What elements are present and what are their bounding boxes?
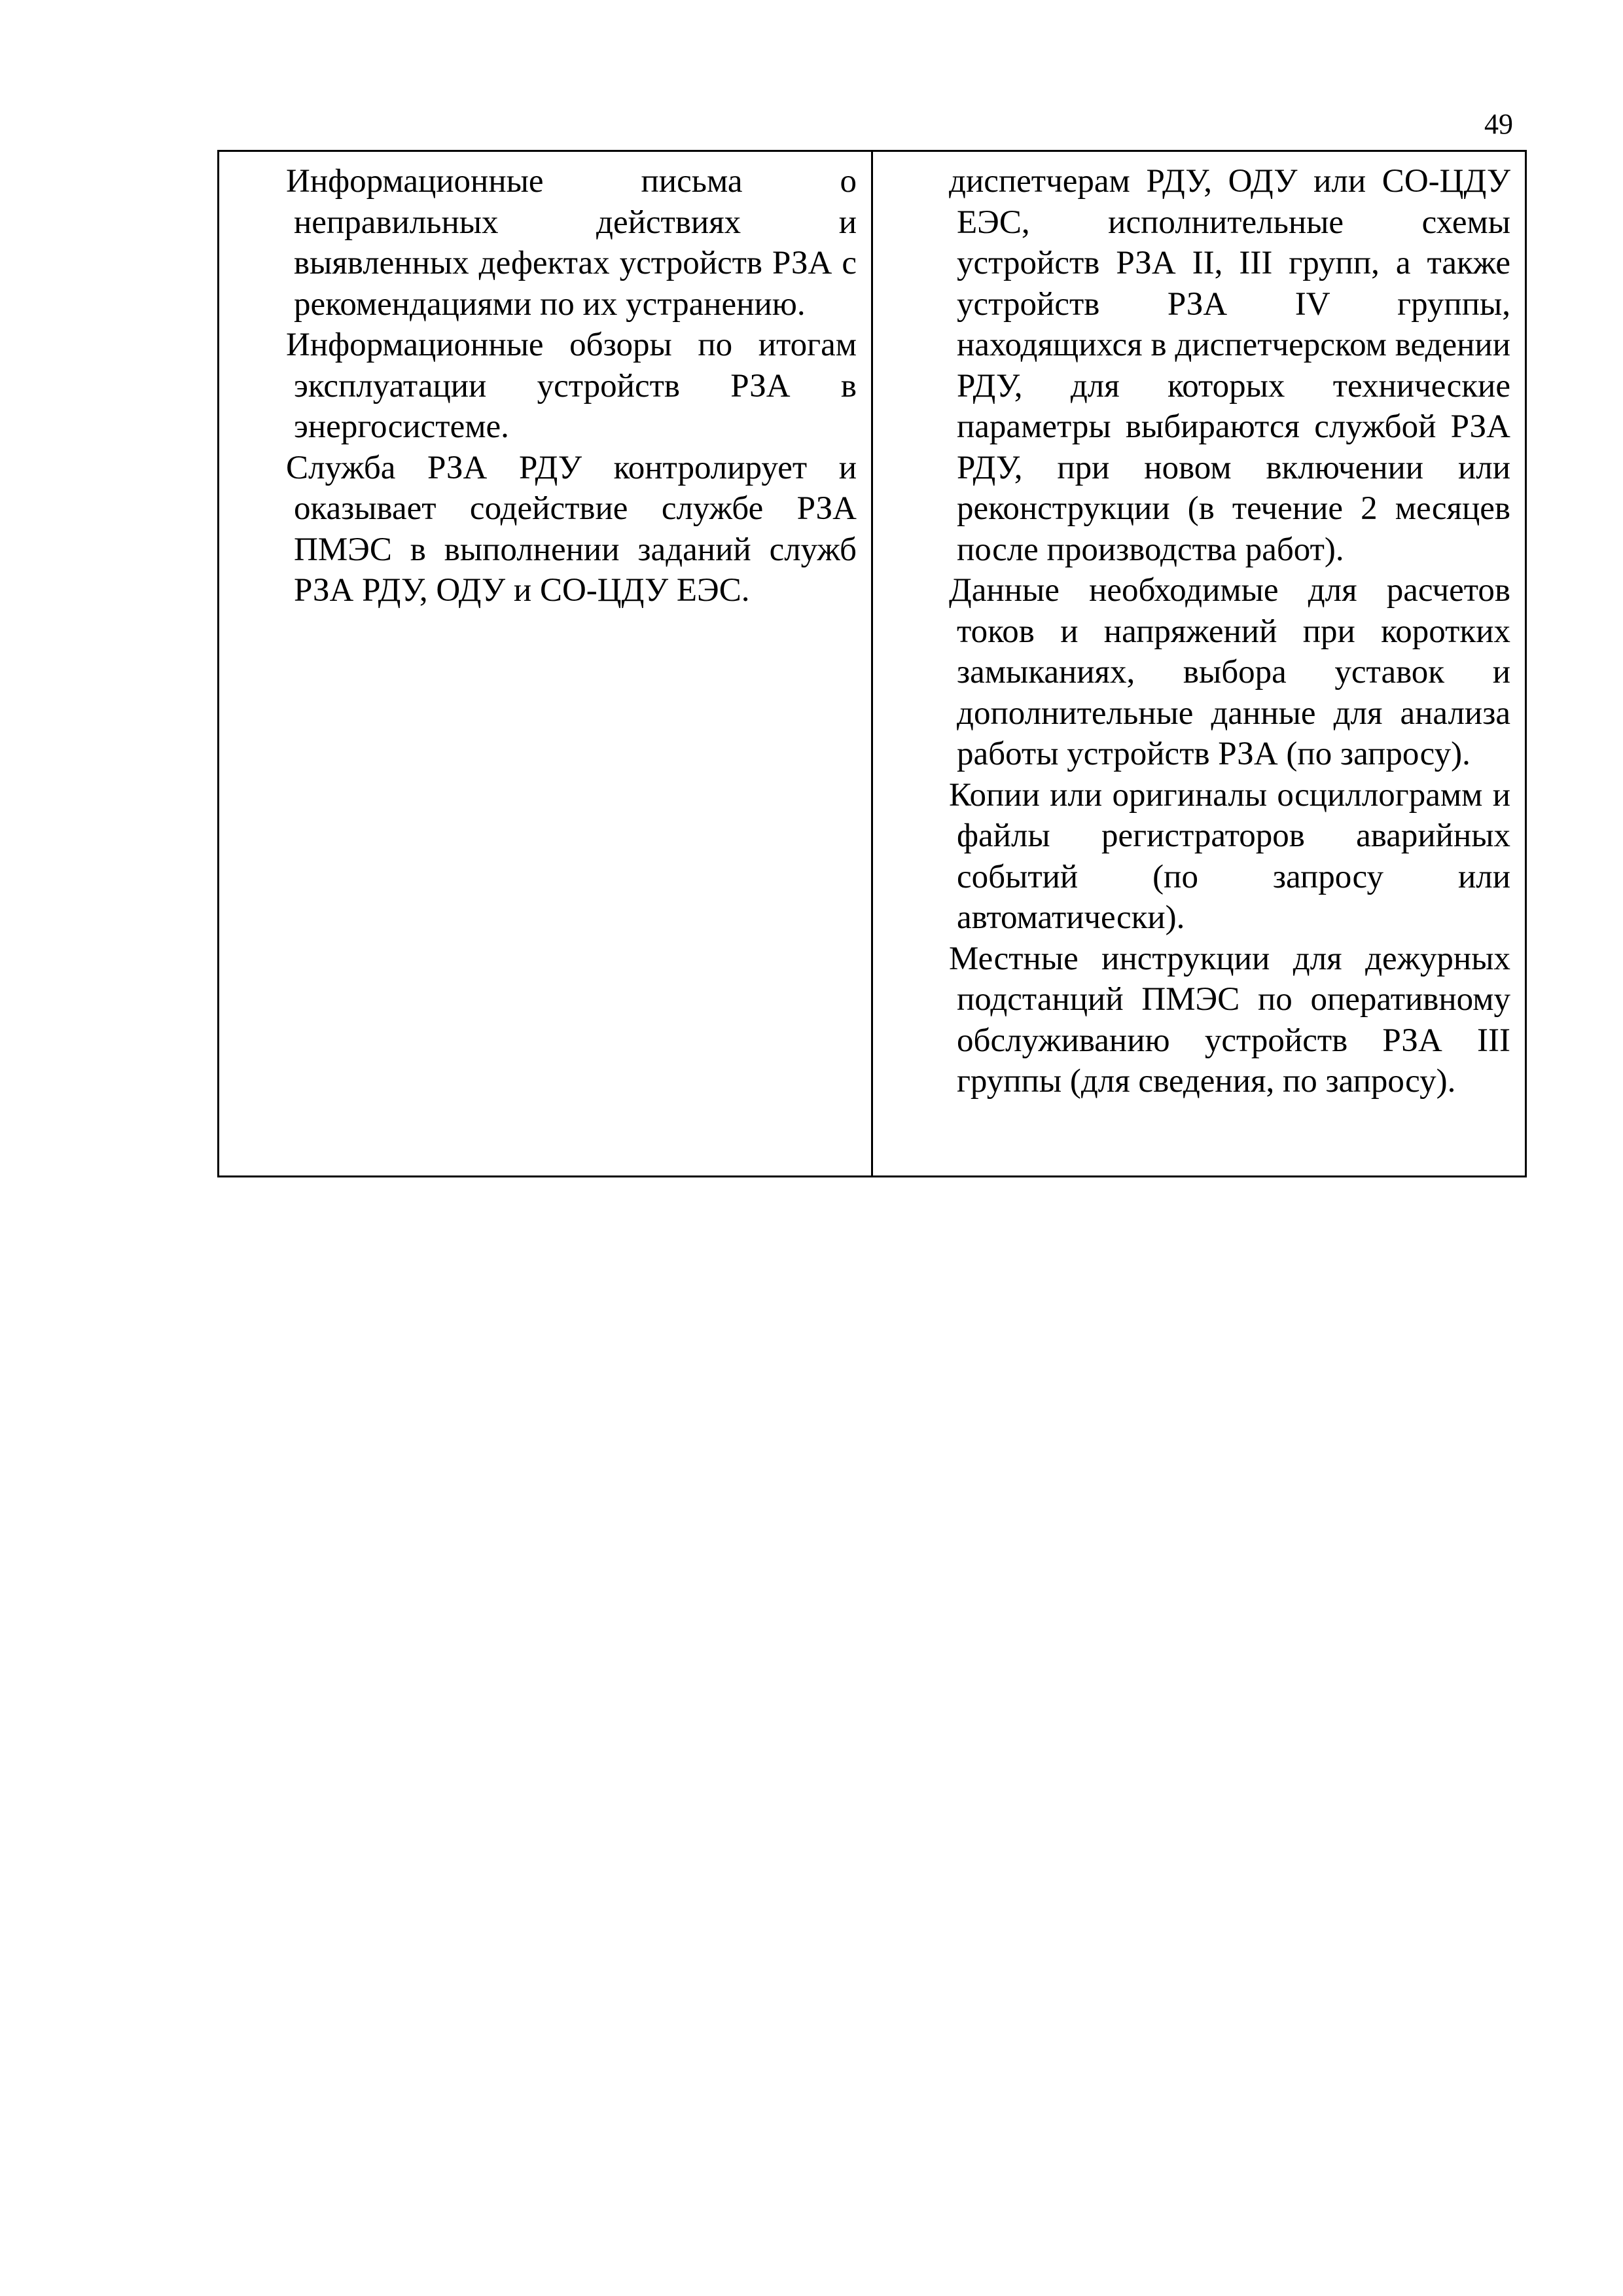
table-right-column bbox=[873, 152, 1525, 1175]
right-paragraph-3: Копии или оригиналы осциллограмм и файлы регистраторов аварийных событий (по запросу или автоматически). bbox=[949, 776, 1510, 936]
left-paragraph-1: Информационные письма о неправильных действиях и выявленных дефектах устройств РЗА с рекомендациями по их устранению. bbox=[286, 163, 857, 323]
left-paragraph-2: Информационные обзоры по итогам эксплуатации устройств РЗА в энергосистеме. bbox=[286, 327, 857, 445]
right-paragraph-1: диспетчерам РДУ, ОДУ или СО-ЦДУ ЕЭС, исполнительные схемы устройств РЗА II, III групп, а также устройств РЗА IV группы, находящихся в диспетчерском ведении РДУ, для которых технические параметры выбираются службой РЗА РДУ, при новом включении или реконструкции (в течение 2 месяцев после производства работ). bbox=[949, 163, 1510, 568]
right-paragraph-2: Данные необходимые для расчетов токов и напряжений при коротких замыканиях, выбора уставок и дополнительные данные для анализа работы устройств РЗА (по запросу). bbox=[949, 572, 1510, 772]
left-paragraph-3: Служба РЗА РДУ контролирует и оказывает содействие службе РЗА ПМЭС в выполнении заданий служб РЗА РДУ, ОДУ и СО-ЦДУ ЕЭС. bbox=[286, 449, 857, 609]
right-paragraph-4: Местные инструкции для дежурных подстанций ПМЭС по оперативному обслуживанию устройств РЗА III группы (для сведения, по запросу). bbox=[949, 940, 1510, 1100]
table-left-column bbox=[219, 152, 873, 1175]
page-number: 49 bbox=[1484, 108, 1513, 140]
document-table bbox=[217, 150, 1527, 1177]
